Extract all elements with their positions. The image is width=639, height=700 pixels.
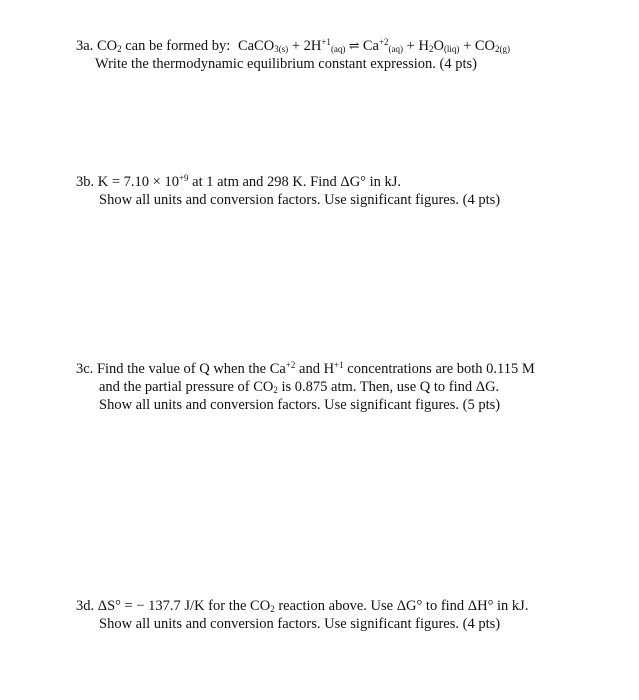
question-3a-line1: 3a. $CO_2$ can be formed by: CaCO$_{3(s)}$ + $2H^{+1}_{(aq)}$ ⇌ $Ca^{+2}_{(aq)} + H_2O_{(liq)} + CO_{2(g)}$ — [76, 37, 511, 55]
question-label: 3d. — [76, 598, 95, 614]
question-3d — [76, 597, 528, 633]
question-3b — [76, 173, 500, 209]
equilibrium-arrow: ⇌ — [345, 38, 363, 53]
reaction-equation: CaCO$_{3(s)}$ + $2H^{+1}_{(aq)}$ ⇌ $Ca^{+2}_{(aq)} + H_2O_{(liq)} + CO_{2(g)}$ — [237, 37, 511, 55]
question-3c — [76, 360, 535, 414]
question-3b-line1: 3b. $K = 7.10 \times 10^{+9}$ at 1 atm and 298 K. Find ΔG° in kJ. — [76, 173, 402, 190]
question-3a-line2: Write the thermodynamic equilibrium constant expression. (4 pts) — [95, 56, 477, 72]
question-3d-line2: Show all units and conversion factors. Use significant figures. (4 pts) — [99, 616, 501, 632]
question-label: 3b. — [76, 174, 95, 190]
question-label: 3a. — [76, 38, 94, 54]
question-3c-line2: and the partial pressure of $CO_2$ is 0.875 atm. Then, use Q to find ΔG. — [99, 379, 500, 396]
question-3b-line2: Show all units and conversion factors. Use significant figures. (4 pts) — [99, 192, 501, 208]
question-3d-line1: 3d. ΔS° = − 137.7 J/K for the $CO_2$ reaction above. Use ΔG° to find ΔH° in kJ. — [76, 598, 529, 615]
question-label: 3c. — [76, 361, 94, 377]
question-3a — [76, 37, 510, 73]
question-3c-line1: 3c. Find the value of Q when the $Ca^{+2}$ and $H^{+1}$ concentrations are both 0.115 M — [76, 360, 535, 377]
question-3c-line3: Show all units and conversion factors. Use significant figures. (5 pts) — [99, 397, 501, 413]
